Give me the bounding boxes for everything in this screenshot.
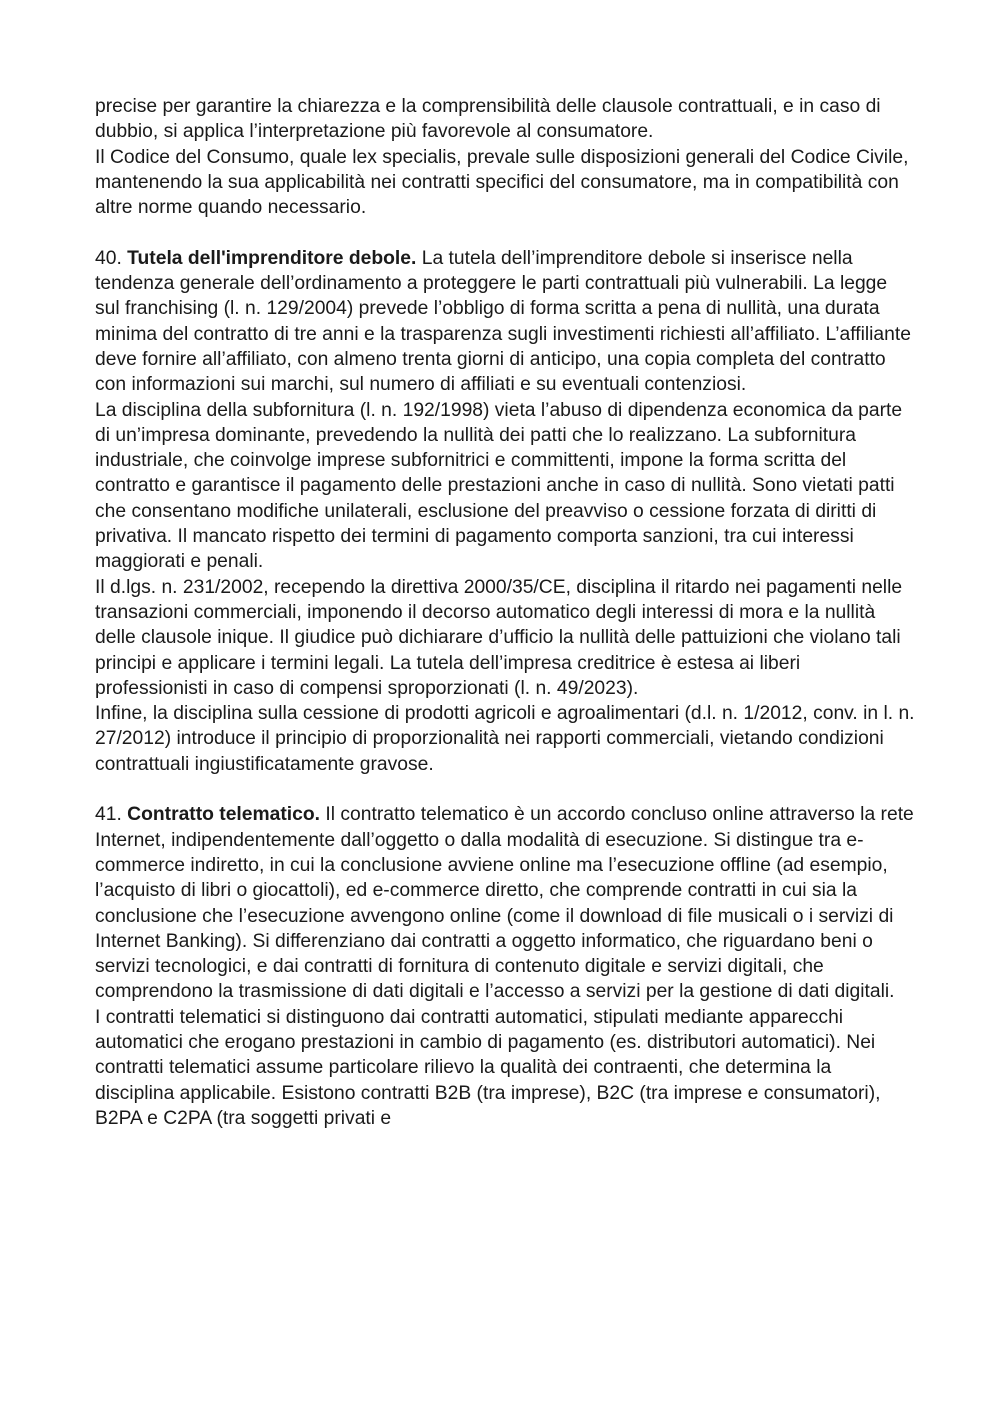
section-40-subfornitura-paragraph: La disciplina della subfornitura (l. n. 192/1998) vieta l’abuso di dipendenza economica da parte di un’impresa dominante, prevedendo la nullità dei patti che lo realizzano. La subfornitura industriale, che coinvolge imprese subfornitrici e committenti, impone la forma scritta del contratto e garantisce il pagamento delle prestazioni anche in caso di nullità. Sono vietati patti che consentano modifiche unilaterali, esclusione del preavviso o cessione forzata di diritti di privativa. Il mancato rispetto dei termini di pagamento comporta sanzioni, tra cui interessi maggiorati e penali. bbox=[95, 399, 903, 573]
document-page bbox=[95, 94, 915, 1131]
paragraph-spacer bbox=[95, 220, 915, 245]
intro-paragraph-2: Il Codice del Consumo, quale lex specialis, prevale sulle disposizioni generali del Codice Civile, mantenendo la sua applicabilità nei contratti specifici del consumatore, ma in compatibilità con altre norme quando necessario. bbox=[95, 146, 909, 219]
section-41-contratti-automatici-paragraph: I contratti telematici si distinguono dai contratti automatici, stipulati mediante apparecchi automatici che erogano prestazioni in cambio di pagamento (es. distributori automatici). Nei contratti telematici assume particolare rilievo la qualità dei contraenti, che determina la disciplina applicabile. Esistono contratti B2B (tra imprese), B2C (tra imprese e consumatori), B2PA e C2PA (tra soggetti privati e bbox=[95, 1006, 881, 1129]
section-41-number: 41. bbox=[95, 804, 128, 826]
section-40-lead-text: La tutela dell’imprenditore debole si inserisce nella tendenza generale dell’ordinamento a proteggere le parti contrattuali più vulnerabili. La legge sul franchising (l. n. 129/2004) prevede l’obbligo di forma scritta a pena di nullità, una durata minima del contratto di tre anni e la trasparenza sugli investimenti richiesti all’affiliato. L’affiliante deve fornire all’affiliato, con almeno trenta giorni di anticipo, una copia completa del contratto con informazioni sui marchi, sul numero di affiliati e su eventuali contenziosi. bbox=[95, 247, 911, 396]
paragraph-spacer bbox=[95, 777, 915, 802]
section-41-paragraph bbox=[95, 802, 915, 1004]
section-40-paragraph bbox=[95, 246, 915, 398]
intro-paragraph-1: precise per garantire la chiarezza e la comprensibilità delle clausole contrattuali, e in caso di dubbio, si applica l’interpretazione più favorevole al consumatore. bbox=[95, 96, 881, 143]
section-40-agroalimentari-paragraph: Infine, la disciplina sulla cessione di prodotti agricoli e agroalimentari (d.l. n. 1/2012, conv. in l. n. 27/2012) introduce il principio di proporzionalità nei rapporti commerciali, vietando condizioni contrattuali ingiustificatamente gravose. bbox=[95, 703, 915, 775]
section-40-heading: Tutela dell'imprenditore debole. bbox=[127, 247, 417, 269]
section-40-ritardo-pagamenti-paragraph: Il d.lgs. n. 231/2002, recependo la direttiva 2000/35/CE, disciplina il ritardo nei pagamenti nelle transazioni commerciali, imponendo il decorso automatico degli interessi di mora e la nullità delle clausole inique. Il giudice può dichiarare d’ufficio la nullità delle pattuizioni che violano tali principi e applicare i termini legali. La tutela dell’impresa creditrice è estesa ai liberi professionisti in caso di compensi sproporzionati (l. n. 49/2023). bbox=[95, 576, 903, 699]
section-41-heading: Contratto telematico. bbox=[127, 804, 321, 826]
section-40-number: 40. bbox=[95, 247, 128, 269]
section-41-lead-text: Il contratto telematico è un accordo concluso online attraverso la rete Internet, indipendentemente dall’oggetto o dalla modalità di esecuzione. Si distingue tra e-commerce indiretto, in cui la conclusione avviene online ma l’esecuzione offline (ad esempio, l’acquisto di libri o giocattoli), ed e-commerce diretto, che comprende contratti in cui sia la conclusione che l’esecuzione avvengono online (come il download di file musicali o i servizi di Internet Banking). Si differenziano dai contratti a oggetto informatico, che riguardano beni o servizi tecnologici, e dai contratti di fornitura di contenuto digitale e servizi digitali, che comprendono la trasmissione di dati digitali e l’accesso a servizi per la gestione di dati digitali. bbox=[95, 804, 914, 1003]
